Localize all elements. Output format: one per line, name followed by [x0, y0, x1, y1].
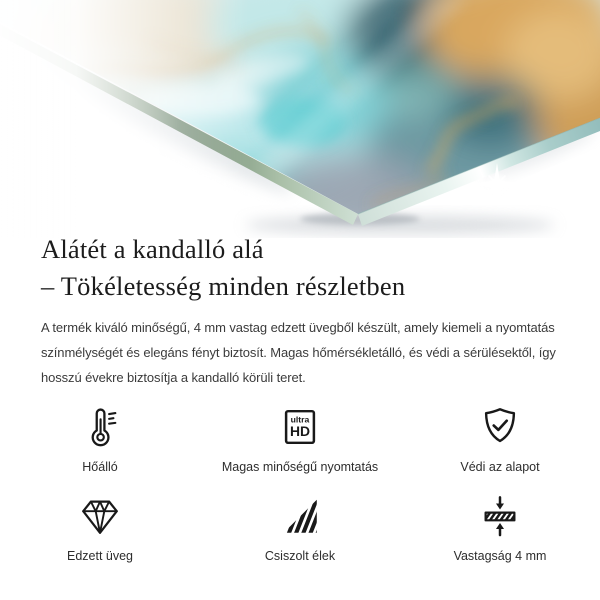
beveled-edges-icon	[277, 492, 323, 540]
feature-label: Csiszolt élek	[264, 549, 336, 563]
feature-thickness	[400, 492, 600, 563]
svg-text:ultra: ultra	[290, 414, 310, 425]
feature-heat-resistant	[0, 403, 200, 474]
feature-tempered-glass	[0, 492, 200, 563]
page-title	[41, 231, 561, 305]
product-description	[41, 315, 561, 390]
abstract-marble-glass-panel	[0, 0, 600, 238]
feature-polished-edges	[200, 492, 400, 563]
feature-grid	[0, 403, 600, 563]
left-fade	[0, 0, 250, 238]
feature-label: Hőálló	[82, 460, 118, 474]
diamond-icon	[77, 492, 123, 540]
feature-protects-base	[400, 403, 600, 474]
feature-label: Edzett üveg	[66, 549, 133, 563]
title-line-1: Alátét a kandalló alá	[41, 234, 264, 264]
svg-text:HD: HD	[289, 423, 311, 440]
content-section	[41, 231, 561, 390]
description-line: A termék kiváló minőségű, 4 mm vastag edzett üvegből készült, amely kiemeli a nyomtatás	[41, 320, 555, 335]
product-image	[0, 0, 600, 238]
ultra-hd-icon	[277, 403, 323, 451]
feature-label: Vastagság 4 mm	[453, 549, 547, 563]
shield-check-icon	[477, 403, 523, 451]
thermometer-icon	[77, 403, 123, 451]
feature-label: Védi az alapot	[460, 460, 540, 474]
feature-high-quality-print	[200, 403, 400, 474]
title-line-2: – Tökéletesség minden részletben	[41, 271, 406, 301]
description-line: hosszú évekre biztosítja a kandalló körüli teret.	[41, 370, 306, 385]
feature-label: Magas minőségű nyomtatás	[221, 460, 379, 474]
description-line: színmélységét és elegáns fényt biztosít. Magas hőmérsékletálló, és védi a sérülésektől, így	[41, 345, 556, 360]
thickness-icon	[477, 492, 523, 540]
